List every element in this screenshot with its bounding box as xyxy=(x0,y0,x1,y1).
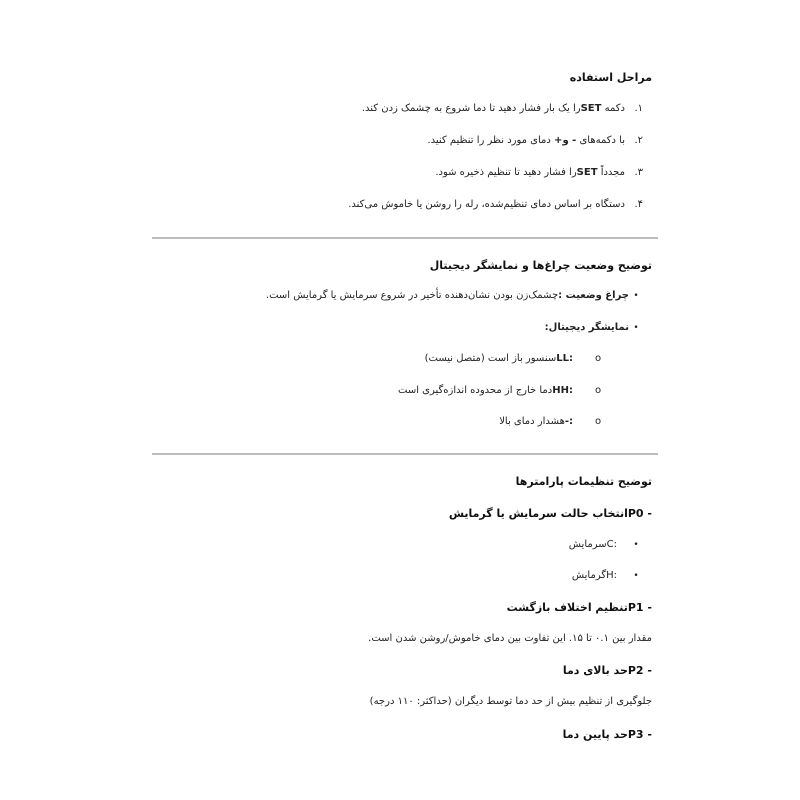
display-code-high-temp: o-:هشدار دمای بالا xyxy=(499,416,605,427)
param-p2-title: - P2حد بالای دما xyxy=(562,664,652,677)
usage-step-4: ۴.دستگاه بر اساس دمای تنظیم‌شده، رله را روشن یا خاموش می‌کند. xyxy=(348,199,643,210)
usage-heading: مراحل استفاده xyxy=(569,71,652,84)
circle-bullet-icon: o xyxy=(594,416,602,427)
status-heading: توضیح وضعیت چراغ‌ها و نمایشگر دیجیتال xyxy=(429,259,652,272)
param-p1-title: - P1تنظیم اختلاف بازگشت xyxy=(506,601,652,614)
circle-bullet-icon: o xyxy=(594,385,602,396)
p0-item-heating: •H:گرمایش xyxy=(572,570,643,581)
circle-bullet-icon: o xyxy=(594,353,602,364)
display-code-ll: oLL:سنسور باز است (متصل نیست) xyxy=(425,353,605,364)
bullet-icon: • xyxy=(633,571,639,581)
bullet-icon: • xyxy=(633,540,639,550)
display-code-hh: oHH:دما خارج از محدوده اندازه‌گیری است xyxy=(398,385,605,396)
param-p3-title: - P3حد پایین دما xyxy=(562,728,652,741)
bullet-icon: • xyxy=(633,291,639,301)
usage-step-3: ۳.مجدداً SETرا فشار دهید تا تنظیم ذخیره شود. xyxy=(435,167,643,178)
param-p0-title: - P0انتخاب حالت سرمایش یا گرمایش xyxy=(448,507,652,520)
bullet-icon: • xyxy=(633,323,639,333)
usage-step-1: ۱.دکمه SETرا یک بار فشار دهید تا دما شروع به چشمک زدن کند. xyxy=(361,103,643,114)
status-lamp-item: •چراغ وضعیت :چشمک‌زن بودن نشان‌دهنده تأخیر در شروع سرمایش یا گرمایش است. xyxy=(266,290,643,301)
section-divider xyxy=(152,453,658,455)
params-heading: توضیح تنظیمات پارامترها xyxy=(515,475,652,488)
param-p2-description: جلوگیری از تنظیم بیش از حد دما توسط دیگران (حداکثر: ۱۱۰ درجه) xyxy=(369,696,652,707)
usage-step-2: ۲.با دکمه‌های +و - دمای مورد نظر را تنظیم کنید. xyxy=(427,135,643,146)
p0-item-cooling: •C:سرمایش xyxy=(569,539,643,550)
section-divider xyxy=(152,237,658,239)
status-display-item: •نمایشگر دیجیتال: xyxy=(545,322,643,333)
param-p1-description: مقدار بین ۰.۱ تا ۱۵. این تفاوت بین دمای خاموش/روشن شدن است. xyxy=(368,633,652,644)
